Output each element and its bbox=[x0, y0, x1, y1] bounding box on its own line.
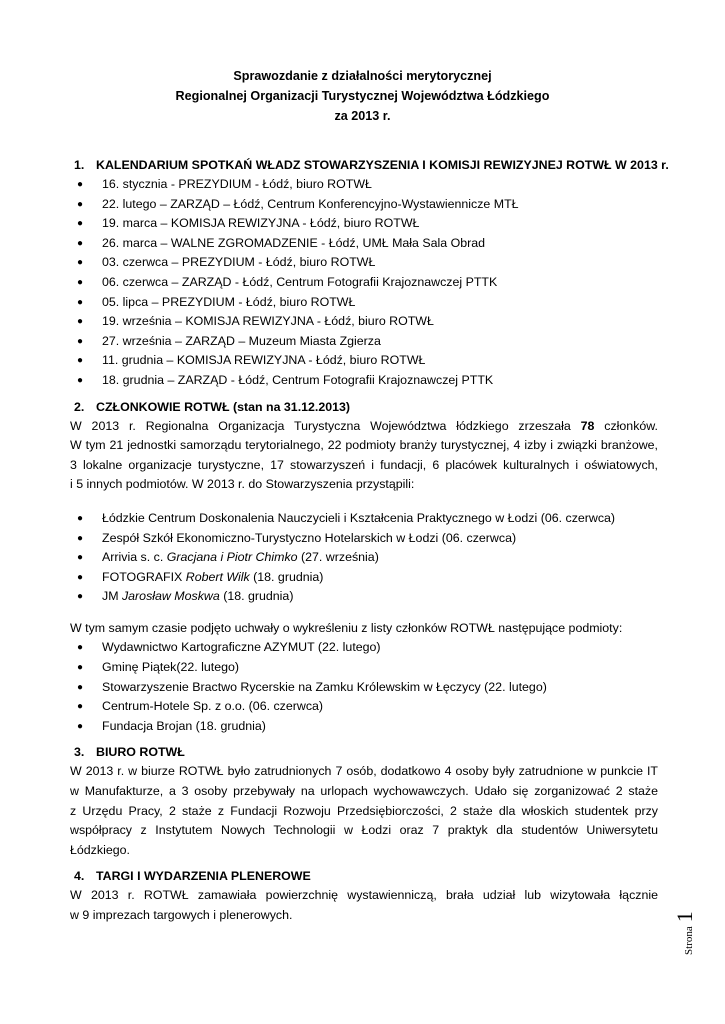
fairs-paragraph: W 2013 r. ROTWŁ zamawiała powierzchnię wystawienniczą, brała udział lub wizytowała łącznie w 9 imprezach targowych i plenerowych. bbox=[70, 888, 658, 922]
list-item: ● 03. czerwca – PREZYDIUM - Łódź, biuro ROTWŁ bbox=[70, 253, 658, 273]
title-line-1: Sprawozdanie z działalności merytorycznej bbox=[233, 69, 492, 83]
title-line-3: za 2013 r. bbox=[334, 109, 391, 123]
list-item: ● Zespół Szkół Ekonomiczno-Turystyczno Hotelarskich w Łodzi (06. czerwca) bbox=[70, 529, 658, 549]
section-2-number: 2. bbox=[74, 399, 85, 414]
removed-intro: W tym samym czasie podjęto uchwały o wykreśleniu z listy członków ROTWŁ następujące podmioty: bbox=[70, 620, 623, 635]
bullet-icon: ● bbox=[77, 701, 84, 713]
section-3-heading bbox=[70, 742, 658, 762]
members-paragraph bbox=[70, 417, 658, 495]
list-item: ● Wydawnictwo Kartograficzne AZYMUT (22. lutego) bbox=[70, 638, 658, 658]
bullet-icon: ● bbox=[77, 571, 84, 583]
removed-members-list bbox=[70, 638, 658, 736]
list-item: ● 11. grudnia – KOMISJA REWIZYJNA - Łódź, biuro ROTWŁ bbox=[70, 351, 658, 371]
bullet-icon: ● bbox=[77, 552, 84, 564]
bullet-icon: ● bbox=[77, 218, 84, 230]
list-item: ● 06. czerwca – ZARZĄD - Łódź, Centrum Fotografii Krajoznawczej PTTK bbox=[70, 273, 658, 293]
bullet-icon: ● bbox=[77, 237, 84, 249]
list-item: ● 05. lipca – PREZYDIUM - Łódź, biuro ROTWŁ bbox=[70, 293, 658, 313]
bullet-icon: ● bbox=[77, 198, 84, 210]
list-item: ● Łódzkie Centrum Doskonalenia Nauczycieli i Kształcenia Praktycznego w Łodzi (06. czerwca) bbox=[70, 509, 658, 529]
document-title bbox=[0, 66, 725, 126]
section-4-title: TARGI I WYDARZENIA PLENEROWE bbox=[96, 869, 311, 884]
section-1-heading bbox=[70, 155, 669, 175]
bullet-icon: ● bbox=[77, 316, 84, 328]
list-item: ● 19. marca – KOMISJA REWIZYJNA - Łódź, biuro ROTWŁ bbox=[70, 214, 658, 234]
bullet-icon: ● bbox=[77, 720, 84, 732]
bullet-icon: ● bbox=[77, 591, 84, 603]
list-item: ● Fundacja Brojan (18. grudnia) bbox=[70, 717, 658, 737]
list-item: ● 27. września – ZARZĄD – Muzeum Miasta Zgierza bbox=[70, 332, 658, 352]
list-item: ● FOTOGRAFIX Robert Wilk (18. grudnia) bbox=[70, 568, 658, 588]
section-3-number: 3. bbox=[74, 745, 85, 760]
bullet-icon: ● bbox=[77, 512, 84, 524]
bullet-icon: ● bbox=[77, 374, 84, 386]
meetings-list bbox=[70, 175, 658, 391]
list-item: ● JM Jarosław Moskwa (18. grudnia) bbox=[70, 587, 658, 607]
section-4-heading bbox=[70, 866, 658, 886]
joined-members-list bbox=[70, 509, 658, 607]
section-1-title: KALENDARIUM SPOTKAŃ WŁADZ STOWARZYSZENIA I KOMISJI REWIZYJNEJ ROTWŁ W 2013 r. bbox=[96, 158, 669, 172]
members-line-4: i 5 innych podmiotów. W 2013 r. do Stowarzyszenia przystąpili: bbox=[70, 477, 415, 492]
list-item: ● Stowarzyszenie Bractwo Rycerskie na Zamku Królewskim w Łęczycy (22. lutego) bbox=[70, 678, 658, 698]
members-line-3: 3 lokalne organizacje turystyczne, 17 stowarzyszeń i fundacji, 6 placówek kulturalnych i oświatowych, bbox=[70, 457, 658, 472]
list-item: ● 18. grudnia – ZARZĄD - Łódź, Centrum Fotografii Krajoznawczej PTTK bbox=[70, 371, 658, 391]
section-3-title: BIURO ROTWŁ bbox=[96, 745, 185, 760]
list-item: ● 16. stycznia - PREZYDIUM - Łódź, biuro ROTWŁ bbox=[70, 175, 658, 195]
list-item: ● Arrivia s. c. Gracjana i Piotr Chimko (27. września) bbox=[70, 548, 658, 568]
members-count: 78 bbox=[580, 418, 595, 433]
page-number-block bbox=[672, 885, 702, 955]
bullet-icon: ● bbox=[77, 642, 84, 654]
section-4-number: 4. bbox=[74, 869, 85, 884]
bullet-icon: ● bbox=[77, 276, 84, 288]
section-2-heading bbox=[70, 397, 658, 417]
list-item: ● Gminę Piątek(22. lutego) bbox=[70, 658, 658, 678]
bullet-icon: ● bbox=[77, 335, 84, 347]
page-footer bbox=[672, 895, 702, 955]
list-item: ● 22. lutego – ZARZĄD – Łódź, Centrum Konferencyjno-Wystawiennicze MTŁ bbox=[70, 195, 658, 215]
document-body bbox=[70, 155, 669, 926]
bullet-icon: ● bbox=[77, 662, 84, 674]
section-2-title: CZŁONKOWIE ROTWŁ (stan na 31.12.2013) bbox=[96, 399, 351, 414]
list-item: ● 19. września – KOMISJA REWIZYJNA - Łódź, biuro ROTWŁ bbox=[70, 312, 658, 332]
bullet-icon: ● bbox=[77, 532, 84, 544]
bullet-icon: ● bbox=[77, 355, 84, 367]
members-line-1: W 2013 r. Regionalna Organizacja Turystyczna Województwa łódzkiego zrzeszała 78 członków. bbox=[70, 418, 658, 433]
office-paragraph: W 2013 r. w biurze ROTWŁ było zatrudnionych 7 osób, dodatkowo 4 osoby były zatrudnione w punkcie IT w Manufakturze, a 3 osoby przebywały na urlopach wychowawczych. Udało się zorganizować 2 staże z Urzędu Pracy, 2 staże z Fundacji Rozwoju Przedsiębiorczości, 2 staże dla włoskich studentek przy współpracy z Instytutem Nowych Technologii w Łodzi oraz 7 praktyk dla studentów Uniwersytetu Łódzkiego. bbox=[70, 764, 658, 857]
list-item: ● Centrum-Hotele Sp. z o.o. (06. czerwca) bbox=[70, 697, 658, 717]
title-line-2: Regionalnej Organizacji Turystycznej Województwa Łódzkiego bbox=[175, 89, 550, 103]
page-number: 1 bbox=[672, 911, 697, 923]
section-1-number: 1. bbox=[74, 158, 85, 172]
bullet-icon: ● bbox=[77, 681, 84, 693]
bullet-icon: ● bbox=[77, 296, 84, 308]
bullet-icon: ● bbox=[77, 179, 84, 190]
bullet-icon: ● bbox=[77, 257, 84, 269]
page-label: Strona bbox=[683, 926, 695, 955]
members-line-2: W tym 21 jednostki samorządu terytorialnego, 22 podmioty branży turystycznej, 4 izby i związki branżowe, bbox=[70, 438, 658, 453]
list-item: ● 26. marca – WALNE ZGROMADZENIE - Łódź, UMŁ Mała Sala Obrad bbox=[70, 234, 658, 254]
